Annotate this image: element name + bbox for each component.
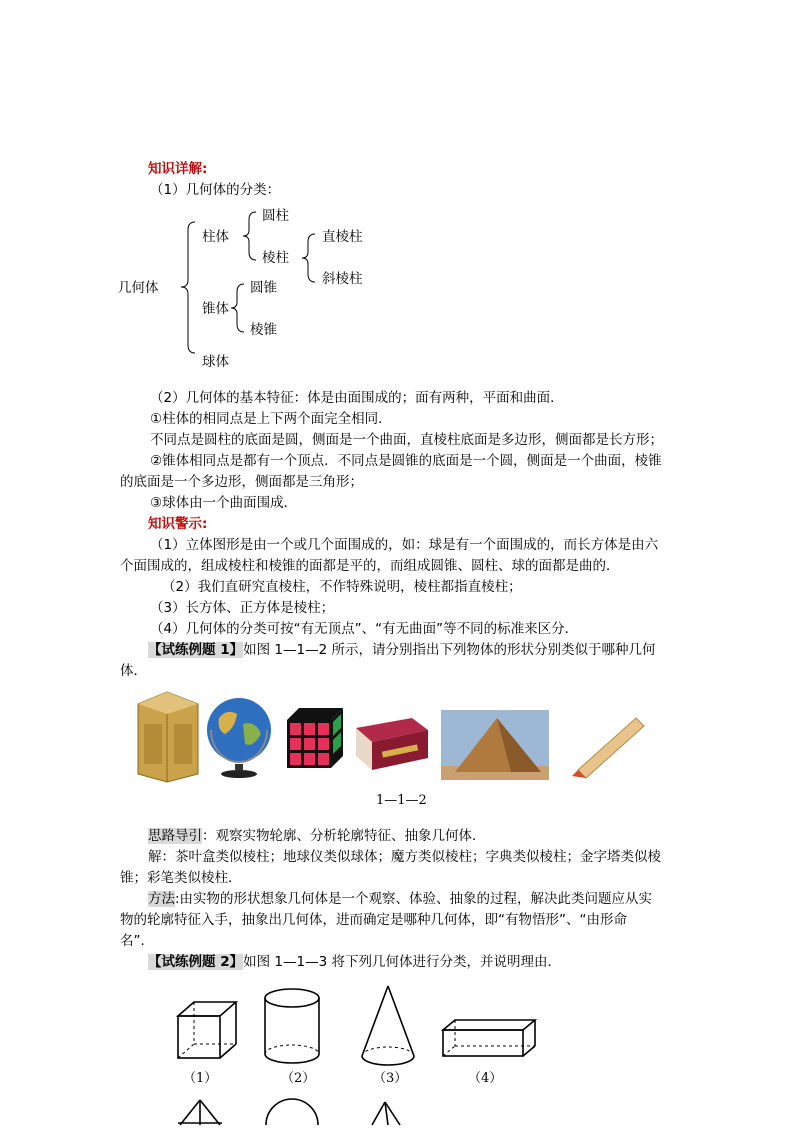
dictionary-image [352, 718, 432, 774]
paragraph-sphere: ③球体由一个曲面围成． [150, 495, 298, 511]
warn-3: （3）长方体、正方体是棱柱； [150, 600, 335, 616]
method-tag: 方法 [148, 891, 175, 907]
warn-4: （4）几何体的分类可按“有无顶点”、“有无曲面”等不同的标准来区分． [150, 621, 579, 637]
tree-zhuti: 柱体 [202, 229, 229, 245]
figure1-caption: 1—1—2 [376, 793, 427, 808]
method-line [148, 890, 652, 908]
classification-title: （1）几何体的分类： [150, 182, 281, 198]
figure-solids [0, 980, 794, 1140]
globe-image [205, 694, 275, 778]
brace-zhuiti [231, 284, 244, 332]
fig2-label-3: （3） [373, 1071, 408, 1086]
brace-zhuti [243, 212, 256, 260]
method-b: 物的轮廓特征入手，抽象出几何体，进而确定是哪种几何体，即“有物悟形”、“由形命 [120, 912, 627, 928]
fig2-label-2: （2） [281, 1071, 316, 1086]
example1-tag: 【试练例题 1】 [148, 642, 244, 658]
method-c: 名”． [120, 933, 154, 949]
example2-tag: 【试练例题 2】 [148, 954, 244, 970]
pyramid-shape-partial [178, 1100, 222, 1125]
paragraph-cone-b: 的底面是一个多边形，侧面都是三角形； [120, 474, 363, 490]
tree-lengzhui: 棱锥 [250, 322, 277, 338]
example1-line [148, 641, 655, 659]
tree-zhilengzhu: 直棱柱 [322, 229, 363, 245]
brace-lengzhu [302, 234, 315, 282]
tree-yuanzhu: 圆柱 [262, 208, 289, 224]
example2-text: 如图 1—1—3 将下列几何体进行分类，并说明理由． [243, 954, 561, 970]
warn-2: （2）我们直研究直棱柱，不作特殊说明，棱柱都指直棱柱； [162, 579, 522, 595]
brace-root [181, 222, 195, 353]
hint-line [148, 827, 486, 845]
method-text-a: :由实物的形状想象几何体是一个观察、体验、抽象的过程，解决此类问题应从实 [175, 891, 653, 907]
warn-1a: （1）立体图形是由一个或几个面围成的，如：球是有一个面围成的，而长方体是由六 [150, 537, 659, 553]
example2-line [148, 953, 561, 971]
tree-qiuti: 球体 [202, 354, 229, 370]
sphere-shape-partial [266, 1099, 318, 1125]
example1-text: 如图 1—1—2 所示，请分别指出下列物体的形状分别类似于哪种几何 [243, 642, 656, 658]
paragraph-prism-same: ①柱体的相同点是上下两个面完全相同． [150, 411, 392, 427]
solution-b: 锥；彩笔类似棱柱． [120, 870, 242, 886]
cube-shape [178, 1002, 236, 1058]
warn-1b: 个面围成的，组成棱柱和棱锥的面都是平的，而组成圆锥、圆柱、球的面都是曲的． [120, 558, 620, 574]
paragraph-features: （2）几何体的基本特征：体是由面围成的；面有两种，平面和曲面． [150, 390, 564, 406]
hint-text: ：观察实物轮廓、分析轮廓特征、抽象几何体． [202, 828, 486, 844]
solution-a: 解：茶叶盒类似棱柱；地球仪类似球体；魔方类似棱柱；字典类似棱柱；金字塔类似棱 [148, 849, 661, 865]
paragraph-prism-diff: 不同点是圆柱的底面是圆，侧面是一个曲面，直棱柱底面是多边形，侧面都是长方形； [150, 432, 663, 448]
heading-explain: 知识详解: [148, 161, 208, 177]
tea-box-image [130, 692, 205, 782]
tree-root: 几何体 [118, 280, 159, 296]
paragraph-cone-a: ②锥体相同点是都有一个顶点．不同点是圆锥的底面是一个圆，侧面是一个曲面，棱锥 [150, 453, 662, 469]
example1-text-b: 体． [120, 663, 147, 679]
triangular-pyramid-shape-partial [372, 1102, 400, 1125]
cuboid-shape [443, 1020, 535, 1056]
rubiks-cube-image [287, 708, 345, 770]
cylinder-shape [265, 989, 319, 1063]
tree-braces [0, 0, 794, 400]
tree-lengzhu: 棱柱 [262, 250, 289, 266]
fig2-label-4: （4） [468, 1071, 503, 1086]
pyramid-image [441, 710, 549, 780]
pencil-image [558, 708, 648, 778]
fig2-label-1: （1） [183, 1071, 218, 1086]
tree-yuanzhui: 圆锥 [250, 280, 277, 296]
heading-warn: 知识警示: [148, 516, 208, 532]
cone-shape [362, 986, 414, 1065]
tree-zhuiti: 锥体 [202, 301, 229, 317]
tree-xielengzhu: 斜棱柱 [322, 271, 363, 287]
hint-tag: 思路导引 [148, 828, 202, 844]
